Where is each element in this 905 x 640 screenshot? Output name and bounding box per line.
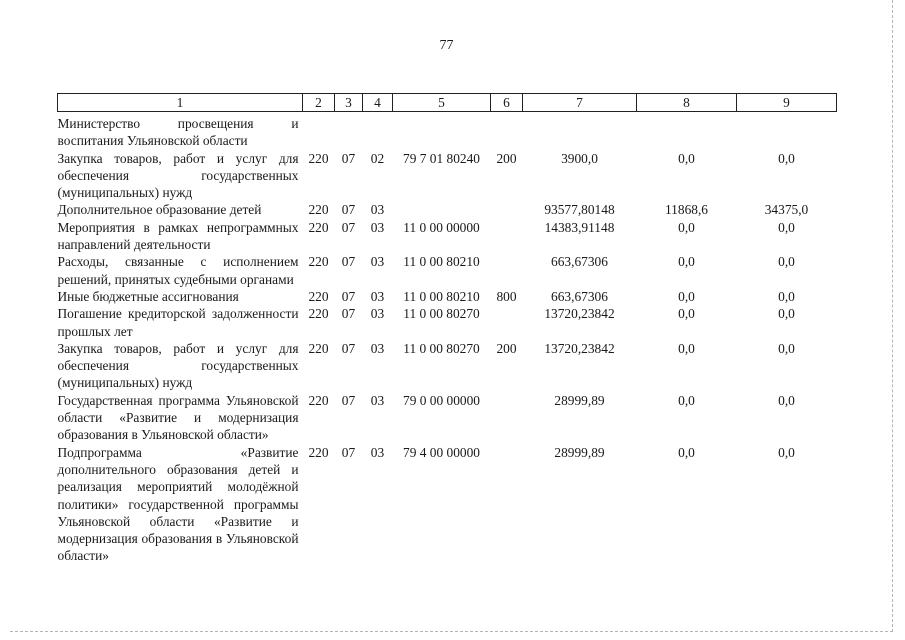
section-code: 07 (341, 288, 356, 304)
table-row (58, 340, 837, 392)
table-row (58, 444, 837, 565)
amount-col7: 93577,80148 (544, 202, 615, 218)
amount-col7: 14383,91148 (544, 219, 615, 235)
amount-col7: 663,67306 (551, 288, 608, 304)
admin-code: 220 (308, 150, 329, 166)
amount-col7: 13720,23842 (544, 340, 615, 356)
amount-col9: 0,0 (778, 444, 795, 460)
amount-col9: 0,0 (778, 254, 795, 270)
section-code: 07 (341, 254, 356, 270)
row-name: Погашение кредиторской задолженности прошлых лет (57, 306, 299, 339)
target-article-code: 79 0 00 00000 (403, 392, 480, 408)
subsection-code: 03 (370, 444, 385, 460)
page-number: 77 (439, 38, 454, 53)
table-row (58, 288, 837, 305)
amount-col8: 0,0 (678, 150, 695, 166)
budget-table (57, 93, 837, 565)
section-code: 07 (341, 219, 356, 235)
row-name: Подпрограмма «Развитие дополнительного образования детей и реализация мероприятий молодёжной политики» государственной программы Ульяновской области «Развитие и модернизация образования в Ульяновской области» (57, 444, 299, 564)
column-header: 8 (637, 94, 737, 112)
amount-col9: 0,0 (778, 288, 795, 304)
column-header: 5 (393, 94, 491, 112)
amount-col8: 0,0 (678, 444, 695, 460)
section-code: 07 (341, 340, 356, 356)
row-name: Иные бюджетные ассигнования (57, 288, 239, 304)
subsection-code: 02 (370, 150, 385, 166)
target-article-code: 11 0 00 80270 (403, 306, 480, 322)
subsection-code: 03 (370, 202, 385, 218)
row-name: Закупка товаров, работ и услуг для обеспечения государственных (муниципальных) нужд (57, 340, 299, 391)
section-code: 07 (341, 306, 356, 322)
amount-col7: 13720,23842 (544, 306, 615, 322)
amount-col7: 28999,89 (554, 444, 605, 460)
expense-type-code: 200 (496, 340, 517, 356)
table-row (58, 219, 837, 254)
amount-col7 (523, 112, 637, 150)
target-article-code: 11 0 00 00000 (403, 219, 480, 235)
expense-type-code: 800 (496, 288, 517, 304)
expense-type-code (491, 253, 523, 288)
amount-col8: 11868,6 (664, 202, 709, 218)
table-row (58, 305, 837, 340)
expense-type-code (491, 305, 523, 340)
amount-col7: 28999,89 (554, 392, 605, 408)
target-article-code (393, 201, 491, 218)
expense-type-code (491, 219, 523, 254)
table-row (58, 253, 837, 288)
subsection-code: 03 (370, 340, 385, 356)
amount-col8: 0,0 (678, 392, 695, 408)
column-header: 4 (363, 94, 393, 112)
admin-code: 220 (308, 219, 329, 235)
column-header: 7 (523, 94, 637, 112)
subsection-code: 03 (370, 392, 385, 408)
target-article-code (393, 112, 491, 150)
amount-col9: 0,0 (778, 392, 795, 408)
amount-col8: 0,0 (678, 306, 695, 322)
amount-col7: 3900,0 (561, 150, 598, 166)
row-name: Закупка товаров, работ и услуг для обеспечения государственных (муниципальных) нужд (57, 150, 299, 201)
row-name: Министерство просвещения и воспитания Ульяновской области (57, 116, 299, 149)
admin-code (303, 112, 335, 150)
amount-col8 (637, 112, 737, 150)
row-name: Дополнительное образование детей (57, 202, 262, 218)
table-row (58, 150, 837, 202)
amount-col8: 0,0 (678, 254, 695, 270)
amount-col9: 0,0 (778, 150, 795, 166)
table-row (58, 201, 837, 218)
amount-col9 (737, 112, 837, 150)
column-header: 6 (491, 94, 523, 112)
column-header: 3 (335, 94, 363, 112)
target-article-code: 79 4 00 00000 (403, 444, 480, 460)
column-header: 1 (58, 94, 303, 112)
expense-type-code (491, 201, 523, 218)
row-name: Расходы, связанные с исполнением решений, принятых судебными органами (57, 254, 299, 287)
header-row (58, 94, 837, 112)
admin-code: 220 (308, 392, 329, 408)
section-code: 07 (341, 392, 356, 408)
expense-type-code: 200 (496, 150, 517, 166)
section-code: 07 (341, 202, 356, 218)
amount-col9: 0,0 (778, 219, 795, 235)
expense-type-code (491, 392, 523, 444)
admin-code: 220 (308, 202, 329, 218)
subsection-code: 03 (370, 306, 385, 322)
expense-type-code (491, 444, 523, 565)
row-name: Мероприятия в рамках непрограммных направлений деятельности (57, 219, 299, 253)
amount-col8: 0,0 (678, 288, 695, 304)
column-header: 2 (303, 94, 335, 112)
target-article-code: 11 0 00 80270 (403, 340, 480, 356)
section-code (335, 112, 363, 150)
section-code: 07 (341, 150, 356, 166)
subsection-code (363, 112, 393, 150)
expense-type-code (491, 112, 523, 150)
amount-col8: 0,0 (678, 219, 695, 235)
column-header: 9 (737, 94, 837, 112)
target-article-code: 11 0 00 80210 (403, 288, 480, 304)
subsection-code: 03 (370, 219, 385, 235)
amount-col7: 663,67306 (551, 254, 608, 270)
row-name: Государственная программа Ульяновской области «Развитие и модернизация образования в Ульяновской области» (57, 392, 299, 443)
admin-code: 220 (308, 288, 329, 304)
amount-col9: 0,0 (778, 306, 795, 322)
subsection-code: 03 (370, 254, 385, 270)
subsection-code: 03 (370, 288, 385, 304)
admin-code: 220 (308, 340, 329, 356)
target-article-code: 11 0 00 80210 (403, 254, 480, 270)
target-article-code: 79 7 01 80240 (403, 150, 480, 166)
admin-code: 220 (308, 444, 329, 460)
section-code: 07 (341, 444, 356, 460)
admin-code: 220 (308, 306, 329, 322)
admin-code: 220 (308, 254, 329, 270)
amount-col9: 34375,0 (764, 202, 809, 218)
table-row (58, 112, 837, 150)
table-row (58, 392, 837, 444)
amount-col8: 0,0 (678, 340, 695, 356)
amount-col9: 0,0 (778, 340, 795, 356)
